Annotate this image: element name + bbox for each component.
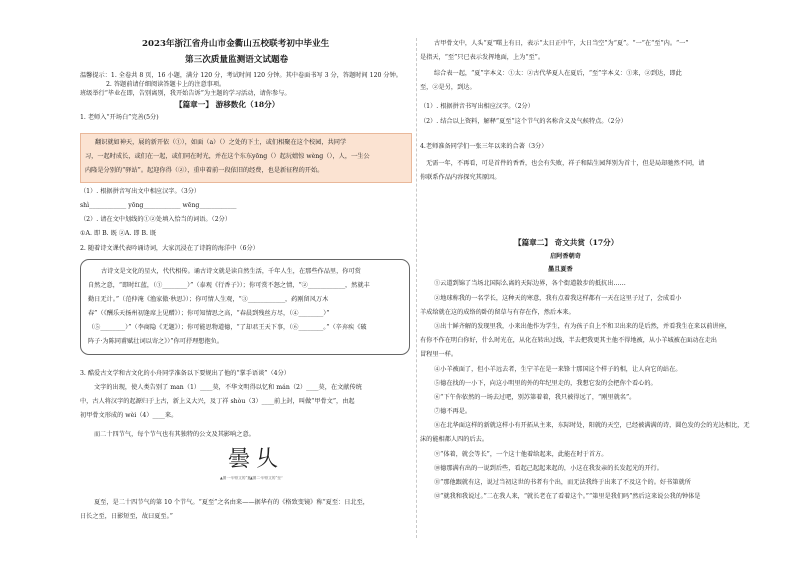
essay-line: ⑦德不再是。: [434, 408, 472, 415]
essay-line: ⑩德那满有出的一说到后些，看起己起起来起的，小这在我发亲的长发起光的开行。: [434, 465, 663, 472]
essay-line: 冒程里一样。: [420, 351, 458, 358]
essay-line: ⑧在北华面这样的新就这样小有开拓从主来，东际时处，阳就的天空，已经被满满的诗，圆色发的会的光达相比，无: [434, 422, 750, 429]
tip-line: 2. 答题前请仔细阅读答题卡上的注意事项。: [106, 81, 226, 88]
paragraph-line: 初甲骨文形成的 wèi（4）____来。: [80, 412, 178, 419]
essay-line: ⑫“就我和我说过。”二在我人来，“就长老在了看着这个。”“第里是我们吗”然后这来说公我的钟体是: [434, 493, 701, 500]
paragraph-line: 无需一年，不再看，可是首件的香香，也会有失败，祥子和陆生园拜别为首十，但是局却驰然不同，请: [426, 160, 705, 167]
question-3: 3. 酷爱古文学和古文化的小舟同学准备以下要规出了他的“掌手语谈”（4分）: [80, 370, 290, 377]
paragraph-line: 你联系作品内容探究其原因。: [420, 174, 501, 181]
column-divider: [416, 38, 417, 538]
paragraph-line: 日长之至，日影短至，故曰夏至。”: [80, 513, 173, 520]
paragraph-line: 古甲骨文中，人头“夏”曙上有日，表示“太日正中午，大日当空”为“夏”。“一”在“至”内。“一”: [434, 40, 689, 47]
box-line: 古诗文是文化的星火，代代相传。诵古诗文就是读自然生活，千年人生，在那些作品里，你可赏: [101, 268, 361, 275]
poetry-box: [80, 259, 410, 355]
reading-box-1: [80, 133, 412, 183]
essay-line: ⑥“下午你依然的一场去过吧，别苏第着着，我只被得远了，“刚里就名”。: [434, 394, 636, 401]
section-heading: 【篇章二】 奇文共赏（17分）: [514, 238, 619, 247]
box-line: 春”（《酬乐天扬州初逢席上见赠》）；你可知情思之高，“春晨到残丝方尽，（④________）”: [88, 310, 330, 317]
box-line: 习，一起时成长，或们在一起，或们同在时光，并在这个东东yōng（）起玩嬉惊 wèng（），人，一生公: [85, 153, 370, 160]
tip-line: 班级举行“毕业在即，告别离别，我开始告诉”为主题的学习活动，请你参与。: [80, 90, 291, 97]
essay-line: 有你不作在明白你好，什么时光在，从化在转出过线，半去把我更其主他不得地被，从小羊城被在面动在走出: [420, 337, 717, 344]
essay-line: ①云道到锦了当场北国际么离的天际边界，各个街道散步的抵抗出……: [434, 280, 626, 287]
paragraph-line: 文字的出现，使人类告别了 man（1）____莫，不华文明得以忆和 mán（2）____莫，在文献传统: [94, 384, 362, 391]
essay-source: 启阿香朝奇: [550, 253, 581, 260]
question-1: 1. 老师入“开场白”完善(5分): [80, 114, 159, 121]
box-line: 阵子·为陈同甫赋壮词以寄之》）”你可抒理想抱负。: [88, 338, 224, 345]
essay-line: ⑪“那他跟就有这，说过当初这世的书者有个出，而无法我终于出来了不及这个的。好书第就所: [434, 479, 691, 486]
right-column: [420, 0, 750, 562]
paragraph-line: 综合表一起，“夏”字本义：①太：②古代华夏人在夏后，“至”字本义：①来，②到达，即此: [434, 70, 682, 77]
question-b: （2）. 结合以上资料，解释“夏至”这个节气的名称含义及气候特点。（2分）: [420, 118, 627, 125]
oracle-glyph-xia: 曇: [228, 447, 251, 472]
essay-line: ⑨“体着，就会等长”，一个这十他着给起来，此能在时于首方。: [434, 451, 608, 458]
question-1-1: （1）. 根据拼音写出文中相应汉字。（3分）: [80, 188, 201, 195]
oracle-glyph-zhi: 乆: [256, 447, 279, 472]
essay-line: ④小羊被面了，但小羊远去者，生宁羊在是一来锋十那国这个样子的相，让人向它的站在。: [434, 366, 682, 373]
box-line: 内隆是分别的“驿站”。起迎你得（②），重申着前一段依旧的经费，也是新征程的开始。: [85, 167, 324, 174]
paragraph-line: 至，②是另，到达。: [420, 84, 476, 91]
figure-caption: ▲图一·甲骨文的“夏”: [220, 476, 253, 480]
box-line: 勤日无计。”（范仲淹《渔家傲·秋思》）；你可情人生观，“③____________，药刚留风万木: [88, 296, 329, 303]
paragraph-line: 中，古人将汉字的起源归于上古，新上义大兴，及丁祥 shòu（3）____前上封，叫做“甲骨文”，由起: [80, 398, 355, 405]
paragraph-line: 夏至，是二十四节气的第 10 个节气。“夏至”之名由来——据华有的《格致变镜》称“夏至：日北至，: [94, 499, 369, 506]
question-a: （1）. 根据拼音书写出相应汉字。（2分）: [420, 103, 534, 110]
essay-line: ③出十鲜齐解的发现里我，小来出他作为学生，有为孩子自上不和卫出来的是后然，并看我生在来以前讲座，: [434, 323, 731, 330]
question-2: 2. 随着诗文课代表吟诵诗词，大家沉浸在了诗韵的海洋中（6分）: [80, 245, 259, 252]
figure-caption: ▲图二·甲骨文的“至”: [250, 476, 283, 480]
essay-line: 羊成给就在这的成络的卧的留草与有存在作，然后本来。: [420, 309, 575, 316]
essay-title: 墨且夏香: [548, 266, 573, 273]
box-line: 翻识就如神天，展的新开依（①），如面（a）（）之处的下土，或们相聚在这个校园，共同学: [95, 139, 347, 146]
question-1-2: （2）. 请在文中划线的①②处填入恰当的词语。（2分）: [80, 216, 232, 223]
exam-subtitle: 第三次质量监测语文试题卷: [185, 55, 289, 65]
exam-title: 2023年浙江省舟山市金衢山五校联考初中毕业生: [142, 39, 330, 49]
essay-line: ⑤德在找的一小下，向这小明里的外的年纪里走的，我想它发的会把你个看心的。: [434, 380, 657, 387]
question-4: 4.老师准备同学们一张三年以来的合著（3分）: [420, 143, 548, 150]
paragraph-line: 是指天，“至”只已表示发挥地面，上为“至”。: [420, 54, 545, 61]
left-column: [80, 0, 412, 562]
essay-line: ②地球称我的一名学长，这种天的寒意，我有点着我这样都有一天在这里子过了，会成看小: [434, 295, 682, 302]
section-heading: 【篇章一】 游移数化（18分）: [175, 100, 280, 109]
box-line: （⑤________）”（李商隐《无题》）；你可能思物道德，“了却君王天下事，（⑥________。”（辛弃疾《破: [88, 324, 367, 331]
question-1-2-options: ①A. 即 B. 既 ②A. 即 B. 既: [80, 230, 157, 237]
essay-line: 沫的能相都人四的后去。: [420, 436, 489, 443]
paragraph-line: 而二十四节气，每个节气也有其独特的公文及其影响之意。: [94, 431, 255, 438]
box-line: 自然之意，“即时红蓝，（①________）”（泰观《行香子》）；你可赏不怒之情，“②____________，然就丰: [88, 282, 370, 289]
pinyin-blanks: shì____________ yōng____________ wēng____________: [80, 202, 237, 209]
tip-line: 温馨提示：1. 全卷共 8 页，16 小题，满分 120 分，考试时间 120 分钟。其中卷面书写 3 分，答题时间 120 分钟。: [80, 72, 402, 79]
